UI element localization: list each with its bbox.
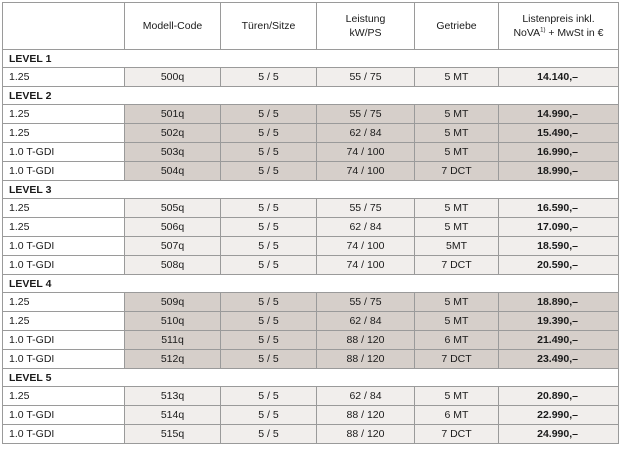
table-row (3, 293, 619, 312)
level-label: LEVEL 1 (3, 50, 619, 68)
model-code-cell: 514q (125, 406, 221, 425)
price-cell: 23.490,– (499, 350, 619, 369)
power-cell: 55 / 75 (317, 105, 415, 124)
table-row (3, 350, 619, 369)
engine-cell: 1.0 T-GDI (3, 162, 125, 181)
engine-cell: 1.0 T-GDI (3, 256, 125, 275)
model-code-cell: 500q (125, 68, 221, 87)
power-cell: 88 / 120 (317, 350, 415, 369)
power-cell: 55 / 75 (317, 293, 415, 312)
power-cell: 74 / 100 (317, 237, 415, 256)
table-row (3, 387, 619, 406)
gearbox-cell: 5 MT (415, 293, 499, 312)
table-row (3, 406, 619, 425)
level-header-row (3, 275, 619, 293)
model-code-cell: 509q (125, 293, 221, 312)
gearbox-cell: 5 MT (415, 218, 499, 237)
header-price-line1: Listenpreis inkl. (522, 13, 595, 25)
model-code-cell: 507q (125, 237, 221, 256)
engine-cell: 1.25 (3, 387, 125, 406)
power-cell: 88 / 120 (317, 406, 415, 425)
doors-seats-cell: 5 / 5 (221, 406, 317, 425)
doors-seats-cell: 5 / 5 (221, 105, 317, 124)
model-code-cell: 512q (125, 350, 221, 369)
table-body (3, 50, 619, 444)
gearbox-cell: 5MT (415, 237, 499, 256)
engine-cell: 1.0 T-GDI (3, 143, 125, 162)
price-cell: 18.990,– (499, 162, 619, 181)
doors-seats-cell: 5 / 5 (221, 162, 317, 181)
table-row (3, 312, 619, 331)
model-code-cell: 506q (125, 218, 221, 237)
model-code-cell: 508q (125, 256, 221, 275)
doors-seats-cell: 5 / 5 (221, 124, 317, 143)
model-code-cell: 503q (125, 143, 221, 162)
doors-seats-cell: 5 / 5 (221, 143, 317, 162)
doors-seats-cell: 5 / 5 (221, 237, 317, 256)
power-cell: 62 / 84 (317, 218, 415, 237)
model-code-cell: 513q (125, 387, 221, 406)
price-cell: 16.990,– (499, 143, 619, 162)
model-code-cell: 501q (125, 105, 221, 124)
price-cell: 16.590,– (499, 199, 619, 218)
power-cell: 62 / 84 (317, 124, 415, 143)
power-cell: 62 / 84 (317, 312, 415, 331)
doors-seats-cell: 5 / 5 (221, 199, 317, 218)
gearbox-cell: 6 MT (415, 406, 499, 425)
model-code-cell: 502q (125, 124, 221, 143)
level-label: LEVEL 5 (3, 369, 619, 387)
header-power (317, 3, 415, 50)
price-cell: 19.390,– (499, 312, 619, 331)
price-list-table (2, 2, 619, 444)
engine-cell: 1.25 (3, 312, 125, 331)
header-price-footnote: 1) (540, 27, 546, 34)
price-cell: 14.990,– (499, 105, 619, 124)
table-row (3, 237, 619, 256)
table-row (3, 68, 619, 87)
engine-cell: 1.25 (3, 293, 125, 312)
doors-seats-cell: 5 / 5 (221, 350, 317, 369)
table-row (3, 143, 619, 162)
power-cell: 62 / 84 (317, 387, 415, 406)
price-cell: 18.890,– (499, 293, 619, 312)
model-code-cell: 504q (125, 162, 221, 181)
level-header-row (3, 87, 619, 105)
level-header-row (3, 50, 619, 68)
price-cell: 20.890,– (499, 387, 619, 406)
power-cell: 74 / 100 (317, 162, 415, 181)
gearbox-cell: 7 DCT (415, 425, 499, 444)
engine-cell: 1.25 (3, 218, 125, 237)
level-header-row (3, 181, 619, 199)
power-cell: 55 / 75 (317, 199, 415, 218)
header-price (499, 3, 619, 50)
price-cell: 20.590,– (499, 256, 619, 275)
level-header-row (3, 369, 619, 387)
header-engine-cell (3, 3, 125, 50)
gearbox-cell: 5 MT (415, 68, 499, 87)
gearbox-cell: 5 MT (415, 312, 499, 331)
header-price-line2: + MwSt in € (545, 27, 604, 39)
table-row (3, 425, 619, 444)
doors-seats-cell: 5 / 5 (221, 293, 317, 312)
price-cell: 14.140,– (499, 68, 619, 87)
level-label: LEVEL 2 (3, 87, 619, 105)
engine-cell: 1.0 T-GDI (3, 237, 125, 256)
doors-seats-cell: 5 / 5 (221, 331, 317, 350)
engine-cell: 1.25 (3, 124, 125, 143)
model-code-cell: 510q (125, 312, 221, 331)
power-cell: 74 / 100 (317, 143, 415, 162)
engine-cell: 1.0 T-GDI (3, 425, 125, 444)
gearbox-cell: 7 DCT (415, 162, 499, 181)
price-cell: 18.590,– (499, 237, 619, 256)
level-label: LEVEL 4 (3, 275, 619, 293)
doors-seats-cell: 5 / 5 (221, 425, 317, 444)
header-price-nova: NoVA (513, 27, 541, 39)
gearbox-cell: 5 MT (415, 387, 499, 406)
gearbox-cell: 5 MT (415, 105, 499, 124)
table-header (3, 3, 619, 50)
doors-seats-cell: 5 / 5 (221, 256, 317, 275)
table-row (3, 199, 619, 218)
engine-cell: 1.0 T-GDI (3, 331, 125, 350)
power-cell: 88 / 120 (317, 331, 415, 350)
header-row (3, 3, 619, 50)
model-code-cell: 515q (125, 425, 221, 444)
model-code-cell: 511q (125, 331, 221, 350)
doors-seats-cell: 5 / 5 (221, 68, 317, 87)
power-cell: 88 / 120 (317, 425, 415, 444)
power-cell: 74 / 100 (317, 256, 415, 275)
model-code-cell: 505q (125, 199, 221, 218)
doors-seats-cell: 5 / 5 (221, 312, 317, 331)
engine-cell: 1.25 (3, 68, 125, 87)
gearbox-cell: 5 MT (415, 143, 499, 162)
price-cell: 17.090,– (499, 218, 619, 237)
table-row (3, 331, 619, 350)
header-gearbox: Getriebe (415, 3, 499, 50)
gearbox-cell: 5 MT (415, 124, 499, 143)
power-cell: 55 / 75 (317, 68, 415, 87)
price-cell: 15.490,– (499, 124, 619, 143)
price-cell: 22.990,– (499, 406, 619, 425)
engine-cell: 1.0 T-GDI (3, 350, 125, 369)
level-label: LEVEL 3 (3, 181, 619, 199)
header-power-line2: kW/PS (349, 27, 382, 39)
gearbox-cell: 5 MT (415, 199, 499, 218)
doors-seats-cell: 5 / 5 (221, 387, 317, 406)
engine-cell: 1.0 T-GDI (3, 406, 125, 425)
table-row (3, 162, 619, 181)
gearbox-cell: 7 DCT (415, 256, 499, 275)
header-model-code: Modell-Code (125, 3, 221, 50)
header-power-line1: Leistung (345, 13, 386, 25)
header-doors-seats: Türen/Sitze (221, 3, 317, 50)
engine-cell: 1.25 (3, 199, 125, 218)
table-row (3, 256, 619, 275)
gearbox-cell: 7 DCT (415, 350, 499, 369)
table-row (3, 218, 619, 237)
engine-cell: 1.25 (3, 105, 125, 124)
table-row (3, 105, 619, 124)
doors-seats-cell: 5 / 5 (221, 218, 317, 237)
price-cell: 21.490,– (499, 331, 619, 350)
price-cell: 24.990,– (499, 425, 619, 444)
gearbox-cell: 6 MT (415, 331, 499, 350)
table-row (3, 124, 619, 143)
